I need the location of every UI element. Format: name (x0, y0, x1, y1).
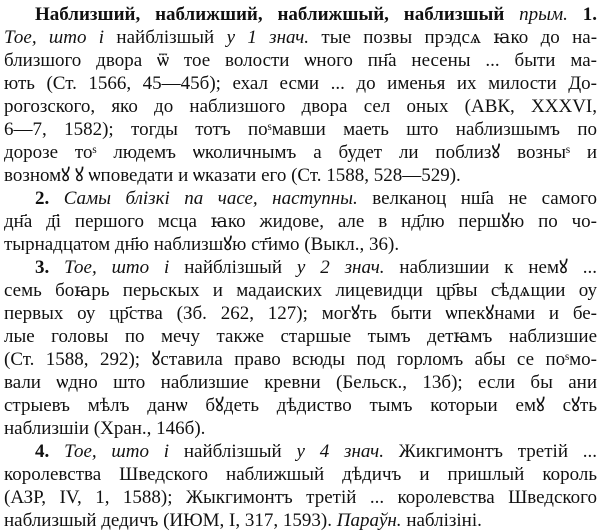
quotation-text: (АЗР, IV, 1, 1588); Жыкгимонтъ третій ... королевства Шведского (4, 487, 597, 508)
text-line (4, 463, 597, 486)
text-line (4, 49, 597, 72)
definition: Тое, што і (4, 27, 105, 48)
definition-reference: у 4 знач. (296, 441, 384, 462)
quotation-text: Жикгимонтъ третій ... (398, 441, 597, 462)
text-line (4, 141, 597, 164)
quotation-text: наблизшіи (Хран., 146б). (4, 418, 206, 439)
text-line (4, 72, 597, 95)
text-line (4, 279, 597, 302)
quotation-text: дн҃а д҃і першого мсца ꙗко жидове, але в нд҃лю першꙋю по чо- (4, 211, 597, 232)
quotation-text: ють (Ст. 1566, 45—45б); ехал есми ... до именья их милости До- (4, 73, 597, 94)
quotation-text: 6—7, 1582); тогды тотъ поˢмавши маеть што наблизшымъ по (4, 119, 597, 140)
text-line (4, 440, 597, 463)
text-line (4, 26, 597, 49)
text-line (4, 486, 597, 509)
quotation-text: близшого двора ѿ тое волости ѡного пн҃а несены ... быти ма- (4, 50, 597, 71)
quotation-text: рогозского, яко до наблизшого двора сел оных (АВК, XXXVI, (4, 96, 597, 117)
cross-reference-link: наблізіні. (406, 510, 482, 531)
grammar-label: прым. (519, 4, 568, 25)
definition: Тое, што і (64, 257, 170, 278)
text-line (4, 417, 597, 440)
quotation-text: дорозе тоˢ людемъ ѡколичнымъ а будет ли поблизꙋ возныˢ и (4, 142, 597, 163)
definition: Тое, што і (64, 441, 170, 462)
text-line (4, 210, 597, 233)
cross-reference-label: Параўн. (336, 510, 402, 531)
sense-number: 1. (582, 4, 597, 25)
text-line (4, 256, 597, 279)
definition-headword: найблізшый (183, 441, 282, 462)
quotation-text: наблизшый дедичъ (ИЮМ, I, 317, 1593). (4, 510, 332, 531)
text-line (4, 3, 597, 26)
definition-headword: найблізшый (116, 27, 215, 48)
text-line (4, 325, 597, 348)
sense-number: 4. (35, 441, 50, 462)
text-line (4, 164, 597, 187)
definition-reference: у 1 знач. (226, 27, 310, 48)
headwords: Наблизший, наближший, наближшый, наблизшый (35, 4, 505, 25)
quotation-text: лые головы по мечу также старшые тымъ детꙗмъ наблизшие (4, 326, 597, 347)
sense-number: 3. (35, 257, 50, 278)
quotation-text: семь боꙗрь перьскых и мадаиских лицевидци цр҃вы сѣдѧщии оу (4, 280, 597, 301)
quotation-text: велканоц нш҃а не самого (372, 188, 597, 209)
text-line (4, 509, 597, 532)
quotation-text: тые позвы прэдсѧ ꙗко до на- (321, 27, 597, 48)
text-line (4, 118, 597, 141)
sense-number: 2. (35, 188, 50, 209)
quotation-text: возномꙋ ꙋ ѡповедати и ѡказати его (Ст. 1588, 528—529). (4, 165, 461, 186)
quotation-text: тырнадцатом дн҃ю наблизшꙋю ст҃имо (Выкл., 36). (4, 234, 400, 255)
quotation-text: первых оу цр҃ства (Зб. 262, 127); могꙋть быти ѡпекꙋнами и бе- (4, 303, 597, 324)
quotation-text: наблизшии к немꙋ ... (399, 257, 597, 278)
quotation-text: королевства Шведского наближшый дѣдичъ и пришлый король (4, 464, 597, 485)
text-line (4, 371, 597, 394)
text-line (4, 394, 597, 417)
text-line (4, 95, 597, 118)
quotation-text: стрыевъ мѣлъ данѡ бꙋдеть дѣдиство тымъ которыи емꙋ сꙋть (4, 395, 597, 416)
quotation-text: (Ст. 1588, 292); ꙋставила право всюды под горломъ абы се поˢмо- (4, 349, 597, 370)
definition: Самы блізкі па часе, наступны. (63, 188, 358, 209)
quotation-text: вали ѡдно што наблизшие кревни (Бельск., 13б); если бы ани (4, 372, 597, 393)
text-line (4, 233, 597, 256)
text-line (4, 187, 597, 210)
text-line (4, 302, 597, 325)
definition-reference: у 2 знач. (296, 257, 385, 278)
definition-headword: найблізшый (184, 257, 283, 278)
text-line (4, 348, 597, 371)
